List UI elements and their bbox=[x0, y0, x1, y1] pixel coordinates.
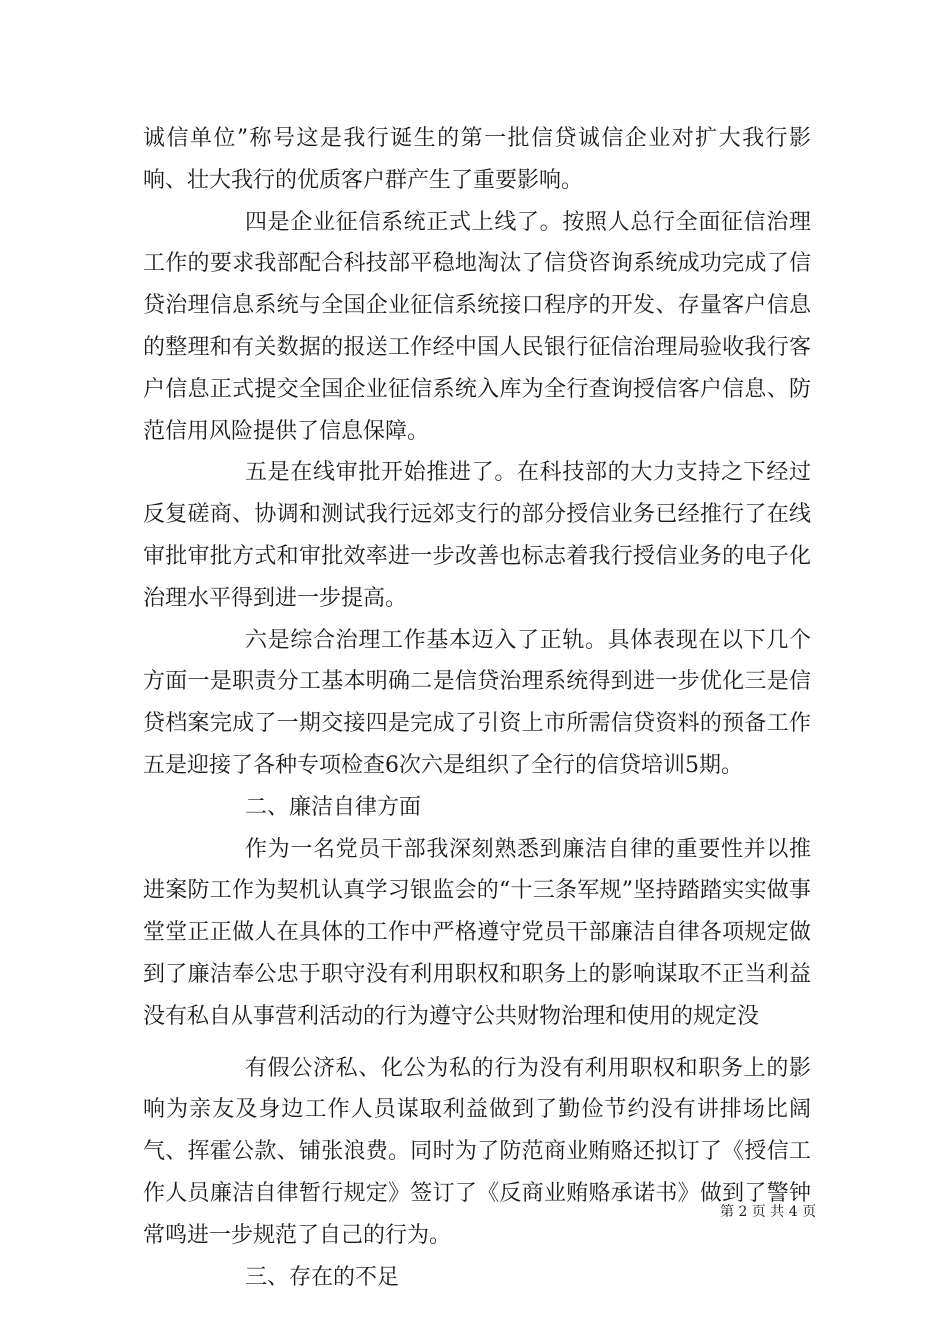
paragraph-integrity-continued: 有假公济私、化公为私的行为没有利用职权和职务上的影响为亲友及身边工作人员谋取利益做到了勤俭节约没有讲排场比阔气、挥霍公款、铺张浪费。同时为了防范商业贿赂还拟订了《授信工作人员廉洁自律暂行规定》签订了《反商业贿赂承诺书》做到了警钟常鸣进一步规范了自己的行为。 bbox=[143, 1055, 811, 1248]
body-text bbox=[143, 118, 811, 1298]
page-number-footer: 第 2 页 共 4 页 bbox=[720, 1204, 817, 1220]
paragraph-continuation: 诚信单位”称号这是我行诞生的第一批信贷诚信企业对扩大我行影响、壮大我行的优质客户群产生了重要影响。 bbox=[143, 126, 811, 193]
paragraph-integrity: 作为一名党员干部我深刻熟悉到廉洁自律的重要性并以推进案防工作为契机认真学习银监会的“十三条军规”坚持踏踏实实做事堂堂正正做人在具体的工作中严格遵守党员干部廉洁自律各项规定做到了廉洁奉公忠于职守没有利用职权和职务上的影响谋取不正当利益没有私自从事营利活动的行为遵守公共财物治理和使用的规定没 bbox=[143, 836, 811, 1029]
paragraph-credit-system: 四是企业征信系统正式上线了。按照人总行全面征信治理工作的要求我部配合科技部平稳地淘汰了信贷咨询系统成功完成了信贷治理信息系统与全国企业征信系统接口程序的开发、存量客户信息的整理和有关数据的报送工作经中国人民银行征信治理局验收我行客户信息正式提交全国企业征信系统入库为全行查询授信客户信息、防范信用风险提供了信息保障。 bbox=[143, 209, 811, 444]
section-heading-shortcomings: 三、存在的不足 bbox=[245, 1264, 400, 1290]
paragraph-gap bbox=[143, 1038, 811, 1048]
paragraph-governance: 六是综合治理工作基本迈入了正轨。具体表现在以下几个方面一是职责分工基本明确二是信贷治理系统得到进一步优化三是信贷档案完成了一期交接四是完成了引资上市所需信贷资料的预备工作五是迎接了各种专项检查6次六是组织了全行的信贷培训5期。 bbox=[143, 627, 811, 778]
paragraph-online-approval: 五是在线审批开始推进了。在科技部的大力支持之下经过反复磋商、协调和测试我行远郊支行的部分授信业务已经推行了在线审批审批方式和审批效率进一步改善也标志着我行授信业务的电子化治理水平得到进一步提高。 bbox=[143, 460, 811, 611]
section-heading-integrity: 二、廉洁自律方面 bbox=[245, 794, 422, 820]
